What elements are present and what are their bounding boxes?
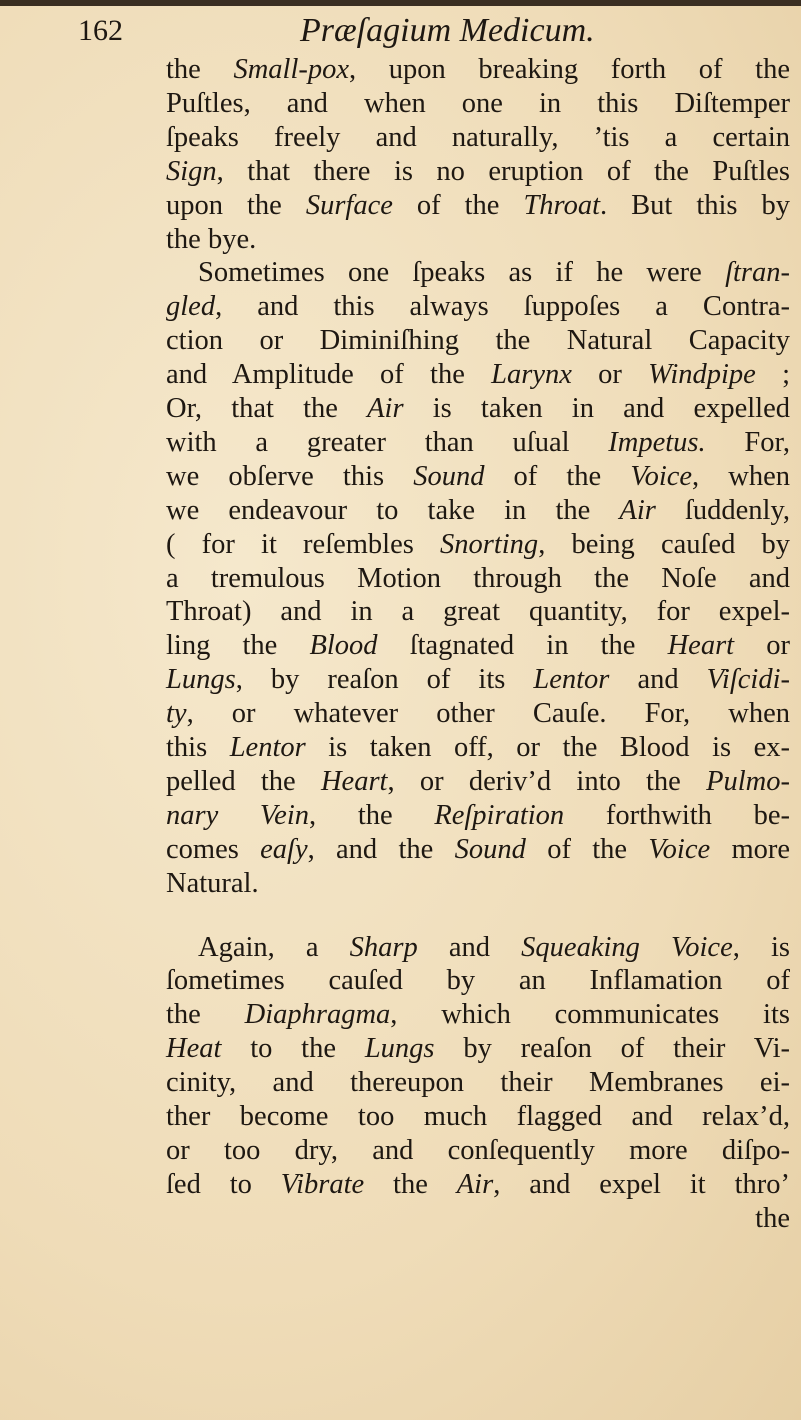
text-line (166, 155, 790, 189)
italic-text: eaſy (260, 833, 308, 865)
text-span: Or, that the (166, 393, 368, 424)
text-line (166, 562, 790, 596)
text-span: , or whatever other Cauſe. For, when (186, 698, 790, 730)
text-span: , when (692, 460, 790, 492)
text-line (166, 426, 790, 460)
italic-text: Sound (454, 833, 526, 865)
italic-text: Voice (648, 833, 711, 865)
text-span: , and the (307, 833, 455, 865)
text-line (166, 1066, 790, 1100)
text-line (166, 460, 790, 494)
text-span: For, (705, 426, 790, 458)
text-span: of the (484, 460, 631, 492)
text-span: and (417, 931, 522, 963)
text-span: , that there is no eruption of the Puſtles (216, 155, 790, 187)
text-span: a tremulous Motion through the Noſe and (166, 562, 790, 594)
text-line (166, 87, 790, 121)
italic-text: Impetus. (608, 426, 706, 458)
text-line (166, 223, 790, 257)
italic-text: nary Vein (166, 799, 309, 831)
text-line (166, 765, 790, 799)
text-line (166, 799, 790, 833)
text-line (166, 494, 790, 528)
text-span: and (609, 664, 707, 696)
text-line (166, 528, 790, 562)
text-span: ſuddenly, (655, 494, 790, 526)
text-span: , which communicates its (390, 999, 790, 1031)
text-span: forthwith be- (564, 799, 790, 831)
text-span: ſed to (166, 1168, 281, 1200)
text-span: Sometimes one ſpeaks as if he were (198, 257, 726, 289)
text-span: by reaſon of their Vi- (434, 1033, 790, 1065)
text-span: cinity, and thereupon their Membranes ei- (166, 1067, 790, 1099)
italic-text: Surface (305, 189, 393, 221)
italic-text: Voice (630, 460, 693, 492)
italic-text: Heart (320, 765, 388, 797)
italic-text: Larynx (491, 359, 572, 391)
italic-text: Diaphragma (244, 999, 391, 1031)
italic-text: Air (367, 393, 404, 424)
text-line (166, 998, 790, 1032)
italic-text: Pulmo- (706, 765, 790, 797)
italic-text: Squeaking Voice (521, 931, 733, 963)
text-span: ſometimes cauſed by an Inflamation of (166, 965, 790, 997)
text-span: comes (166, 833, 261, 865)
text-span: of the (392, 189, 524, 221)
text-span: , upon breaking forth of the (349, 54, 790, 85)
text-line (166, 731, 790, 765)
italic-text: Air (619, 494, 656, 526)
text-span: , or deriv’d into the (387, 765, 707, 797)
text-span: of the (525, 833, 649, 865)
text-span: ſpeaks freely and naturally, ’tis a certain (166, 121, 790, 153)
text-span: this (166, 732, 230, 763)
text-span: Natural. (166, 867, 259, 899)
text-span: Throat) and in a great quantity, for expel- (166, 596, 790, 628)
text-span: pelled the (166, 765, 321, 797)
italic-text: Throat (523, 189, 601, 221)
italic-text: Heat (166, 1033, 222, 1065)
text-span: , the (309, 799, 435, 831)
text-line (166, 1134, 790, 1168)
text-line (198, 931, 790, 965)
text-span: the (755, 1202, 790, 1234)
text-line (166, 121, 790, 155)
italic-text: ty (166, 698, 187, 730)
text-line (166, 629, 790, 663)
text-line (166, 867, 790, 901)
text-line (198, 256, 790, 290)
text-span: or (734, 630, 790, 662)
text-span: upon the (166, 189, 306, 221)
italic-text: Sound (413, 460, 485, 492)
italic-text: ſtran- (725, 257, 790, 289)
text-line (166, 290, 790, 324)
text-line (166, 833, 790, 867)
text-span: Puſtles, and when one in this Diſtemper (166, 87, 790, 119)
page-top-edge (0, 0, 801, 6)
italic-text: gled (166, 291, 216, 323)
text-span: , and this always ſuppoſes a Contra- (215, 291, 790, 323)
text-span: or too dry, and conſequently more diſpo- (166, 1134, 790, 1166)
italic-text: Air (456, 1168, 494, 1200)
italic-text: Vibrate (280, 1168, 365, 1200)
text-span: , being cauſed by (538, 528, 790, 560)
text-span: is taken in and expelled (403, 393, 790, 424)
text-line (166, 1032, 790, 1066)
text-span: the (166, 999, 245, 1031)
italic-text: Reſpiration (434, 799, 565, 831)
italic-text: Sign (166, 155, 217, 187)
text-line (166, 595, 790, 629)
text-span: Again, a (198, 931, 350, 963)
italic-text: Viſcidi- (706, 664, 790, 696)
italic-text: Blood (309, 630, 378, 662)
text-span: and Amplitude of the (166, 359, 492, 391)
text-line (166, 189, 790, 223)
italic-text: Sharp (349, 931, 418, 963)
text-span: to the (221, 1033, 365, 1065)
text-span: the (166, 54, 234, 85)
text-span: ling the (166, 630, 310, 662)
text-line (166, 1100, 790, 1134)
text-span: ( for it reſembles (166, 528, 440, 560)
italic-text: Lentor (229, 732, 306, 763)
italic-text: Heart (667, 630, 735, 662)
text-span: more (710, 833, 790, 865)
italic-text: Snorting (440, 528, 539, 560)
text-line (166, 697, 790, 731)
text-span: , by reaſon of its (235, 664, 534, 696)
italic-text: Windpipe (648, 359, 756, 391)
text-span: is taken off, or the Blood is ex- (305, 732, 790, 763)
text-span: , is (732, 931, 790, 963)
text-span: or (571, 359, 649, 391)
text-line (166, 358, 790, 392)
text-span: , and expel it thro’ (493, 1168, 790, 1200)
text-span: the bye. (166, 223, 257, 255)
running-title: Præſagium Medicum. (300, 12, 595, 49)
text-line (166, 392, 790, 426)
text-span: we endeavour to take in the (166, 494, 620, 526)
text-span: the (364, 1168, 457, 1200)
italic-text: Lungs (364, 1033, 435, 1065)
text-line (166, 663, 790, 697)
text-line (166, 53, 790, 87)
text-span: we obſerve this (166, 460, 414, 492)
page-number: 162 (78, 14, 123, 47)
text-span: ther become too much flagged and relax’d, (166, 1101, 790, 1132)
text-line (166, 1168, 790, 1202)
italic-text: Lentor (533, 664, 610, 696)
italic-text: Small-pox (233, 54, 350, 85)
text-line (166, 324, 790, 358)
text-span: ſtagnated in the (377, 630, 668, 662)
text-span: . But this by (600, 189, 790, 221)
text-span: ; (755, 359, 790, 391)
text-span: with a greater than uſual (166, 426, 609, 458)
text-span: ction or Diminiſhing the Natural Capacity (166, 325, 790, 357)
text-line (166, 964, 790, 998)
italic-text: Lungs (166, 664, 236, 696)
catchword (166, 1202, 790, 1236)
